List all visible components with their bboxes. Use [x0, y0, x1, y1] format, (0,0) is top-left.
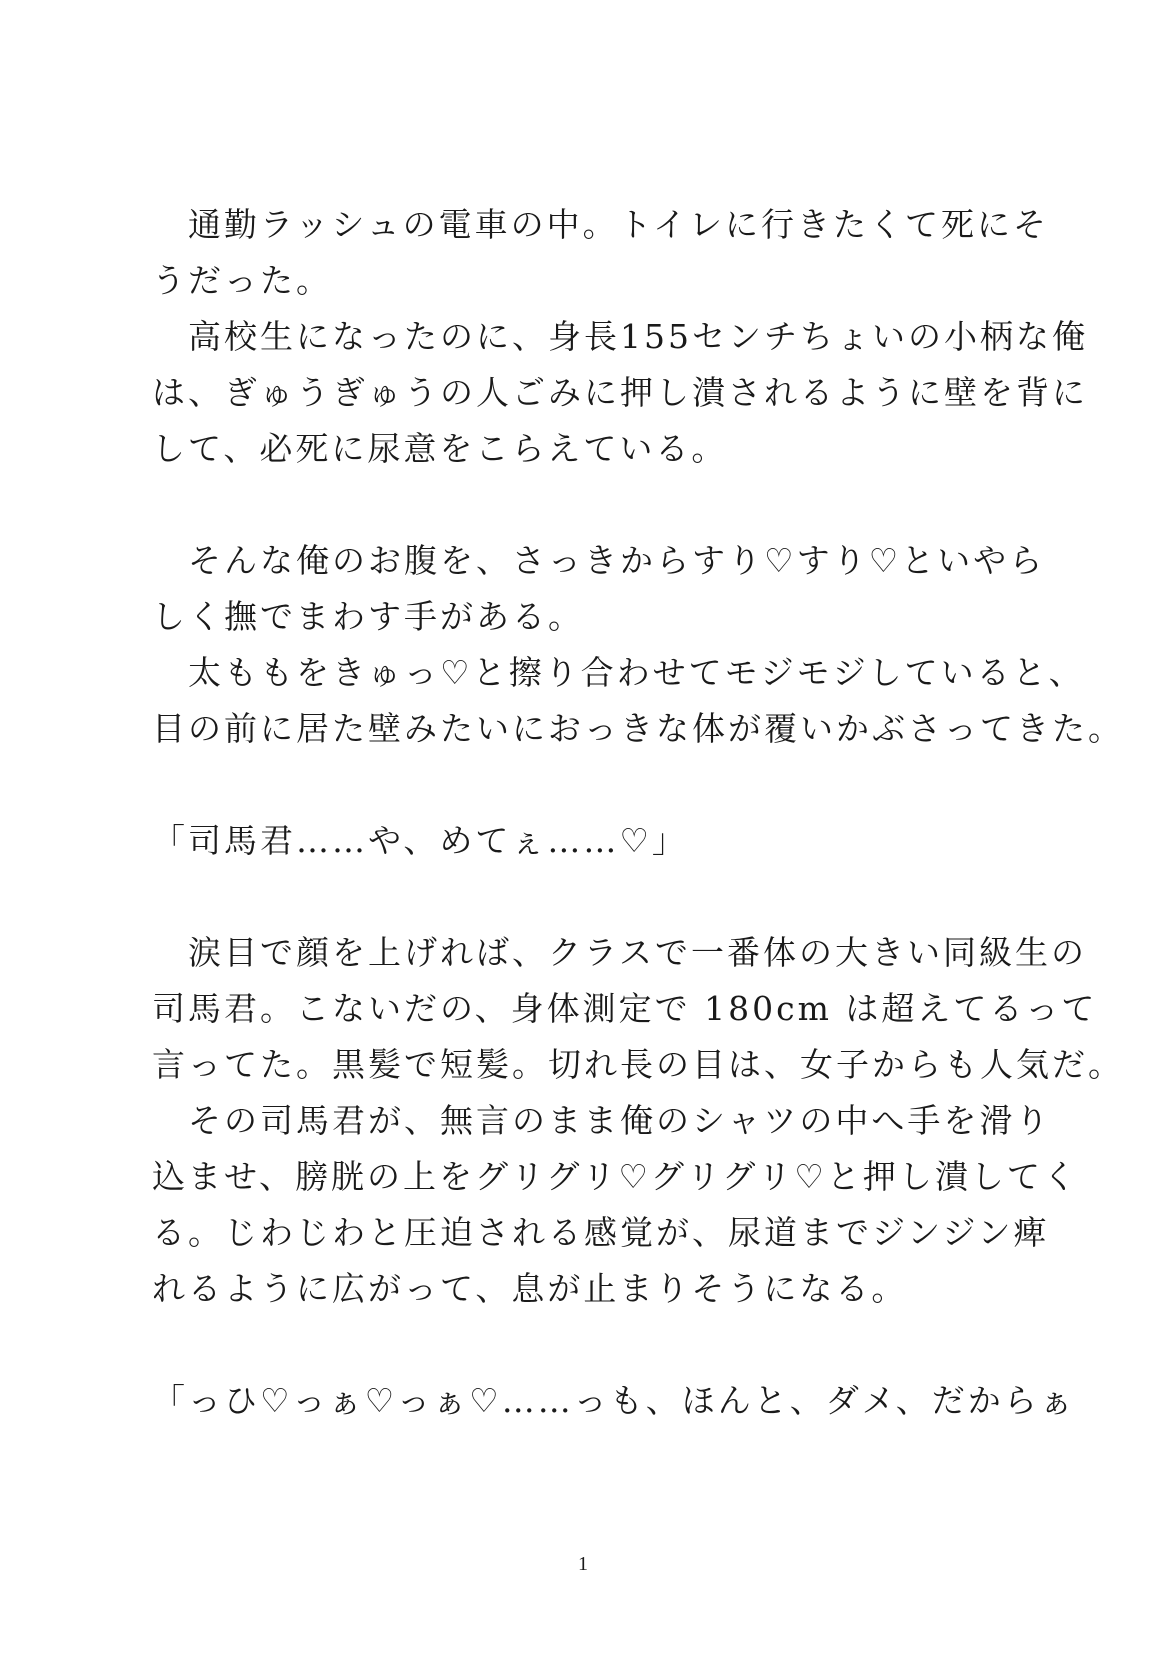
blank-line [152, 477, 1032, 533]
text-line: その司馬君が、無言のまま俺のシャツの中へ手を滑り [152, 1101, 1052, 1140]
blank-line [152, 869, 1032, 925]
text-line: 目の前に居た壁みたいにおっきな体が覆いかぶさってきた。 [152, 709, 1124, 748]
text-line: 言ってた。黒髪で短髪。切れ長の目は、女子からも人気だ。 [152, 1045, 1124, 1084]
dialogue-line: 「っひ♡っぁ♡っぁ♡……っも、ほんと、ダメ、だからぁ [152, 1381, 1076, 1420]
body-text [152, 197, 1124, 1429]
blank-line [152, 757, 1032, 813]
text-line: 込ませ、膀胱の上をグリグリ♡グリグリ♡と押し潰してく [152, 1157, 1079, 1196]
text-line: 司馬君。こないだの、身体測定で 180cm は超えてるって [152, 989, 1098, 1028]
text-line: しく撫でまわす手がある。 [152, 597, 584, 636]
text-line: 通勤ラッシュの電車の中。トイレに行きたくて死にそ [152, 205, 1050, 244]
dialogue-line: 「司馬君……や、めてぇ……♡」 [152, 821, 688, 860]
blank-line [152, 1317, 1032, 1373]
text-line: は、ぎゅうぎゅうの人ごみに押し潰されるように壁を背に [152, 373, 1088, 412]
text-line: 高校生になったのに、身長155センチちょいの小柄な俺 [152, 317, 1088, 356]
text-line: る。じわじわと圧迫される感覚が、尿道までジンジン痺 [152, 1213, 1050, 1252]
text-line: うだった。 [152, 261, 332, 300]
text-line: そんな俺のお腹を、さっきからすり♡すり♡といやら [152, 541, 1046, 580]
page-number: 1 [578, 1553, 588, 1575]
text-line: 涙目で顔を上げれば、クラスで一番体の大きい同級生の [152, 933, 1088, 972]
text-line: して、必死に尿意をこらえている。 [152, 429, 728, 468]
text-line: 太ももをきゅっ♡と擦り合わせてモジモジしていると、 [152, 653, 1085, 692]
text-line: れるように広がって、息が止まりそうになる。 [152, 1269, 908, 1308]
